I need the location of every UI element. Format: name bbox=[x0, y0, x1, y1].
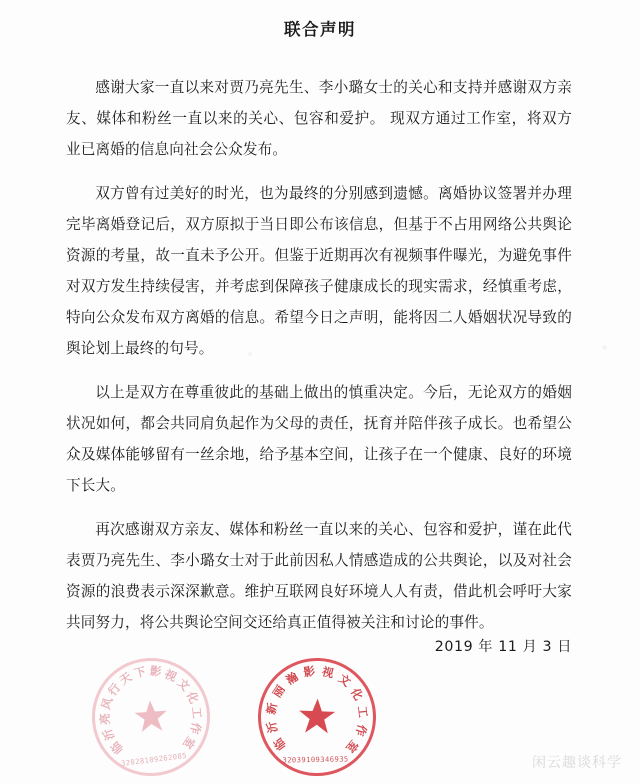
document-body bbox=[66, 72, 572, 651]
watermark: 闲云趣谈科学 bbox=[532, 755, 622, 771]
seal-code-left: 32028109262085 bbox=[120, 750, 188, 768]
five-point-star-icon bbox=[132, 698, 170, 736]
seal-ring-text-left: 临 沂 亮 风 行 天 下 影 视 文 化 工 作 室 bbox=[97, 663, 205, 757]
official-seal-right bbox=[256, 656, 378, 778]
signature-date: 2019 年 11 月 3 日 bbox=[434, 639, 572, 655]
official-seal-left bbox=[88, 654, 214, 780]
paragraph: 以上是双方在尊重彼此的基础上做出的慎重决定。今后，无论双方的婚姻状况如何，都会共同肩负起作为父母的责任，抚育并陪伴孩子成长。也希望公众及媒体能够留有一丝余地，给予基本空间，让孩子在一个健康、良好的环境下长大。 bbox=[66, 384, 572, 494]
paragraph: 双方曾有过美好的时光，也为最终的分别感到遗憾。离婚协议签署并办理完毕离婚登记后，双方原拟于当日即公布该信息，但基于不占用网络公共舆论资源的考量，故一直未予公开。但鉴于近期再次有视频事件曝光，为避免事件对双方发生持续侵害，并考虑到保障孩子健康成长的现实需求，经慎重考虑，特向公众发布双方离婚的信息。希望今日之声明，能将因二人婚姻状况导致的舆论划上最终的句号。 bbox=[66, 185, 572, 357]
seal-ring-text-right: 临 沂 新 丽 瀚 影 视 文 化 工 作 室 bbox=[263, 663, 371, 756]
page-title: 联合声明 bbox=[284, 20, 356, 39]
five-point-star-icon bbox=[296, 696, 337, 737]
paragraph: 感谢大家一直以来对贾乃亮先生、李小璐女士的关心和支持并感谢双方亲友、媒体和粉丝一直以来的关心、包容和爱护。 现双方通过工作室，将双方业已离婚的信息向社会公众发布。 bbox=[66, 79, 572, 158]
paragraph: 再次感谢双方亲友、媒体和粉丝一直以来的关心、包容和爱护，谨在此代表贾乃亮先生、李小璐女士对于此前因私人情感造成的公共舆论，以及对社会资源的浪费表示深深歉意。维护互联网良好环境人人有责，借此机会呼吁大家共同努力，将公共舆论空间交还给真正值得被关注和讨论的事件。 bbox=[66, 521, 572, 631]
seal-code-right: 32039109346935 bbox=[282, 754, 349, 765]
paper-smudge bbox=[602, 345, 607, 350]
